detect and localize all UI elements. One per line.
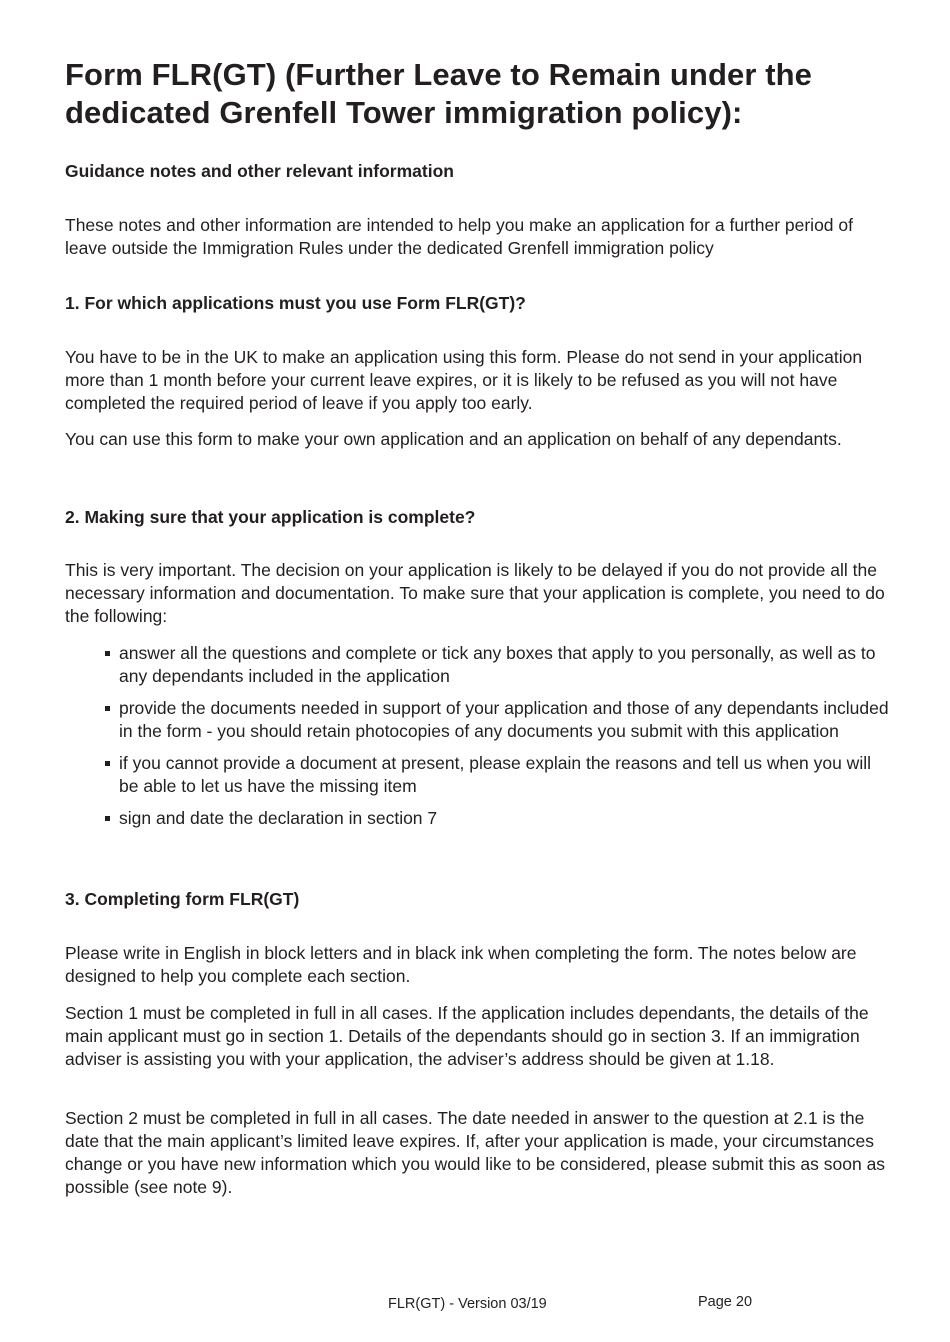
page-title: Form FLR(GT) (Further Leave to Remain under the dedicated Grenfell Tower immigration policy): [65, 57, 813, 130]
list-item-text: sign and date the declaration in section 7 [119, 808, 438, 828]
section-2-paragraph: This is very important. The decision on your application is likely to be delayed if you do not provide all the necessary information and documentation. To make sure that your application is complete, you need to do the following: [65, 560, 885, 626]
section-1-paragraph-2: You can use this form to make your own application and an application on behalf of any dependants. [65, 429, 842, 449]
footer-version: FLR(GT) - Version 03/19 [388, 1296, 547, 1312]
list-item-text: if you cannot provide a document at present, please explain the reasons and tell us when you will be able to let us have the missing item [119, 753, 871, 796]
intro-paragraph: These notes and other information are intended to help you make an application for a further period of leave outside the Immigration Rules under the dedicated Grenfell immigration policy [65, 215, 853, 258]
section-1-heading: 1. For which applications must you use Form FLR(GT)? [65, 293, 526, 313]
list-item-text: provide the documents needed in support of your application and those of any dependants included in the form - you should retain photocopies of any documents you submit with this application [119, 698, 889, 741]
list-item [105, 752, 895, 798]
bullet-square-icon [105, 651, 110, 656]
list-item [105, 807, 895, 830]
section-3-paragraph-1: Please write in English in block letters and in black ink when completing the form. The notes below are designed to help you complete each section. [65, 943, 857, 986]
section-3-heading: 3. Completing form FLR(GT) [65, 889, 300, 909]
section-3-paragraph-2: Section 1 must be completed in full in all cases. If the application includes dependants, the details of the main applicant must go in section 1. Details of the dependants should go in section 3. If an immigration adviser is assisting you with your application, the adviser’s address should be given at 1.18. [65, 1003, 869, 1069]
list-item-text: answer all the questions and complete or tick any boxes that apply to you personally, as well as to any dependants included in the application [119, 643, 876, 686]
list-item [105, 642, 895, 688]
section-2-heading: 2. Making sure that your application is complete? [65, 507, 476, 527]
guidance-heading: Guidance notes and other relevant information [65, 161, 454, 181]
requirements-list [105, 642, 895, 839]
bullet-square-icon [105, 706, 110, 711]
section-1-paragraph-1: You have to be in the UK to make an application using this form. Please do not send in your application more than 1 month before your current leave expires, or it is likely to be refused as you will not have completed the required period of leave if you apply too early. [65, 347, 863, 413]
bullet-square-icon [105, 816, 110, 821]
section-3-paragraph-3: Section 2 must be completed in full in all cases. The date needed in answer to the question at 2.1 is the date that the main applicant’s limited leave expires. If, after your application is made, your circumstances change or you have new information which you would like to be considered, please submit this as soon as possible (see note 9). [65, 1108, 886, 1197]
page-number: Page 20 [698, 1294, 753, 1310]
bullet-square-icon [105, 761, 110, 766]
list-item [105, 697, 895, 743]
